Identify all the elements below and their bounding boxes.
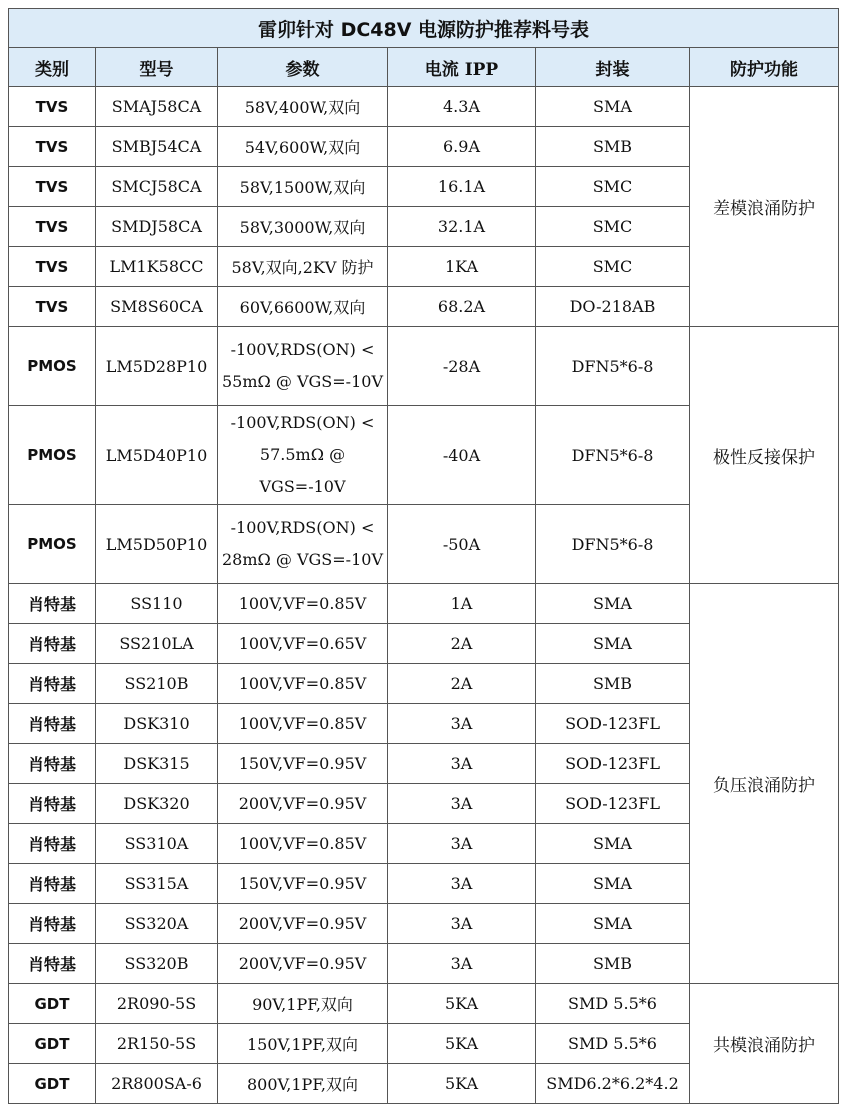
category-cell: TVS [9,287,96,327]
package-cell: SMC [536,167,690,207]
ipp-cell: 5KA [388,984,536,1024]
model-cell: SMBJ54CA [96,127,218,167]
package-cell: SOD-123FL [536,784,690,824]
model-cell: DSK310 [96,704,218,744]
model-cell: SS315A [96,864,218,904]
params-cell: 100V,VF=0.85V [218,824,388,864]
category-cell: TVS [9,127,96,167]
table-wrapper [8,8,838,1104]
header-params: 参数 [218,48,388,87]
package-cell: SMB [536,127,690,167]
ipp-cell: 32.1A [388,207,536,247]
params-cell: 58V,3000W,双向 [218,207,388,247]
model-cell: LM5D28P10 [96,327,218,406]
package-cell: SMA [536,584,690,624]
package-cell: SMD6.2*6.2*4.2 [536,1064,690,1104]
ipp-cell: 3A [388,904,536,944]
ipp-cell: -40A [388,406,536,505]
model-cell: 2R150-5S [96,1024,218,1064]
ipp-cell: 4.3A [388,87,536,127]
package-cell: DFN5*6-8 [536,327,690,406]
params-cell: 100V,VF=0.65V [218,624,388,664]
model-cell: SS320B [96,944,218,984]
package-cell: SMD 5.5*6 [536,984,690,1024]
category-cell: TVS [9,207,96,247]
params-cell: 150V,1PF,双向 [218,1024,388,1064]
ipp-cell: 6.9A [388,127,536,167]
model-cell: SMCJ58CA [96,167,218,207]
model-cell: 2R800SA-6 [96,1064,218,1104]
model-cell: DSK320 [96,784,218,824]
params-cell: 150V,VF=0.95V [218,864,388,904]
model-cell: SMDJ58CA [96,207,218,247]
params-cell: 58V,400W,双向 [218,87,388,127]
table-row [9,984,839,1024]
table-row [9,327,839,406]
table-row [9,584,839,624]
package-cell: SMA [536,864,690,904]
params-cell: 800V,1PF,双向 [218,1064,388,1104]
header-category: 类别 [9,48,96,87]
model-cell: 2R090-5S [96,984,218,1024]
model-cell: LM5D40P10 [96,406,218,505]
category-cell: PMOS [9,406,96,505]
model-cell: SS310A [96,824,218,864]
ipp-cell: 2A [388,664,536,704]
model-cell: LM5D50P10 [96,505,218,584]
category-cell: 肖特基 [9,784,96,824]
params-cell: 200V,VF=0.95V [218,784,388,824]
package-cell: SMB [536,664,690,704]
ipp-cell: 3A [388,824,536,864]
params-cell: 58V,1500W,双向 [218,167,388,207]
params-cell: -100V,RDS(ON) < 55mΩ @ VGS=-10V [218,327,388,406]
function-cell: 极性反接保护 [690,327,839,584]
params-cell: -100V,RDS(ON) < 57.5mΩ @ VGS=-10V [218,406,388,505]
package-cell: SMA [536,87,690,127]
ipp-cell: 3A [388,744,536,784]
header-row [9,48,839,87]
category-cell: GDT [9,984,96,1024]
ipp-cell: 3A [388,864,536,904]
ipp-cell: 3A [388,784,536,824]
ipp-cell: 3A [388,944,536,984]
category-cell: 肖特基 [9,584,96,624]
package-cell: SMD 5.5*6 [536,1024,690,1064]
category-cell: 肖特基 [9,744,96,784]
category-cell: 肖特基 [9,824,96,864]
header-package: 封装 [536,48,690,87]
package-cell: DFN5*6-8 [536,406,690,505]
category-cell: 肖特基 [9,944,96,984]
model-cell: SMAJ58CA [96,87,218,127]
ipp-cell: 5KA [388,1024,536,1064]
title-row [9,9,839,48]
params-cell: 100V,VF=0.85V [218,664,388,704]
category-cell: PMOS [9,505,96,584]
params-cell: 90V,1PF,双向 [218,984,388,1024]
category-cell: PMOS [9,327,96,406]
category-cell: TVS [9,167,96,207]
package-cell: DFN5*6-8 [536,505,690,584]
model-cell: SM8S60CA [96,287,218,327]
category-cell: 肖特基 [9,704,96,744]
model-cell: SS210LA [96,624,218,664]
package-cell: DO-218AB [536,287,690,327]
recommended-parts-table [8,8,839,1104]
params-cell: 150V,VF=0.95V [218,744,388,784]
ipp-cell: -50A [388,505,536,584]
model-cell: SS320A [96,904,218,944]
params-cell: 58V,双向,2KV 防护 [218,247,388,287]
package-cell: SMA [536,624,690,664]
params-cell: 54V,600W,双向 [218,127,388,167]
function-cell: 共模浪涌防护 [690,984,839,1104]
model-cell: DSK315 [96,744,218,784]
params-cell: 200V,VF=0.95V [218,944,388,984]
package-cell: SMC [536,247,690,287]
params-cell: 200V,VF=0.95V [218,904,388,944]
function-cell: 负压浪涌防护 [690,584,839,984]
category-cell: 肖特基 [9,664,96,704]
package-cell: SMA [536,824,690,864]
ipp-cell: 5KA [388,1064,536,1104]
ipp-cell: -28A [388,327,536,406]
ipp-cell: 16.1A [388,167,536,207]
package-cell: SOD-123FL [536,704,690,744]
table-title: 雷卯针对 DC48V 电源防护推荐料号表 [9,9,839,48]
table-row [9,87,839,127]
header-ipp: 电流 IPP [388,48,536,87]
header-function: 防护功能 [690,48,839,87]
ipp-cell: 1A [388,584,536,624]
package-cell: SMB [536,944,690,984]
ipp-cell: 3A [388,704,536,744]
category-cell: 肖特基 [9,624,96,664]
ipp-cell: 2A [388,624,536,664]
header-model: 型号 [96,48,218,87]
package-cell: SMA [536,904,690,944]
category-cell: GDT [9,1064,96,1104]
category-cell: TVS [9,247,96,287]
function-cell: 差模浪涌防护 [690,87,839,327]
params-cell: 60V,6600W,双向 [218,287,388,327]
package-cell: SMC [536,207,690,247]
ipp-cell: 68.2A [388,287,536,327]
ipp-cell: 1KA [388,247,536,287]
category-cell: GDT [9,1024,96,1064]
model-cell: LM1K58CC [96,247,218,287]
params-cell: -100V,RDS(ON) < 28mΩ @ VGS=-10V [218,505,388,584]
category-cell: TVS [9,87,96,127]
package-cell: SOD-123FL [536,744,690,784]
category-cell: 肖特基 [9,904,96,944]
model-cell: SS110 [96,584,218,624]
model-cell: SS210B [96,664,218,704]
params-cell: 100V,VF=0.85V [218,704,388,744]
category-cell: 肖特基 [9,864,96,904]
params-cell: 100V,VF=0.85V [218,584,388,624]
